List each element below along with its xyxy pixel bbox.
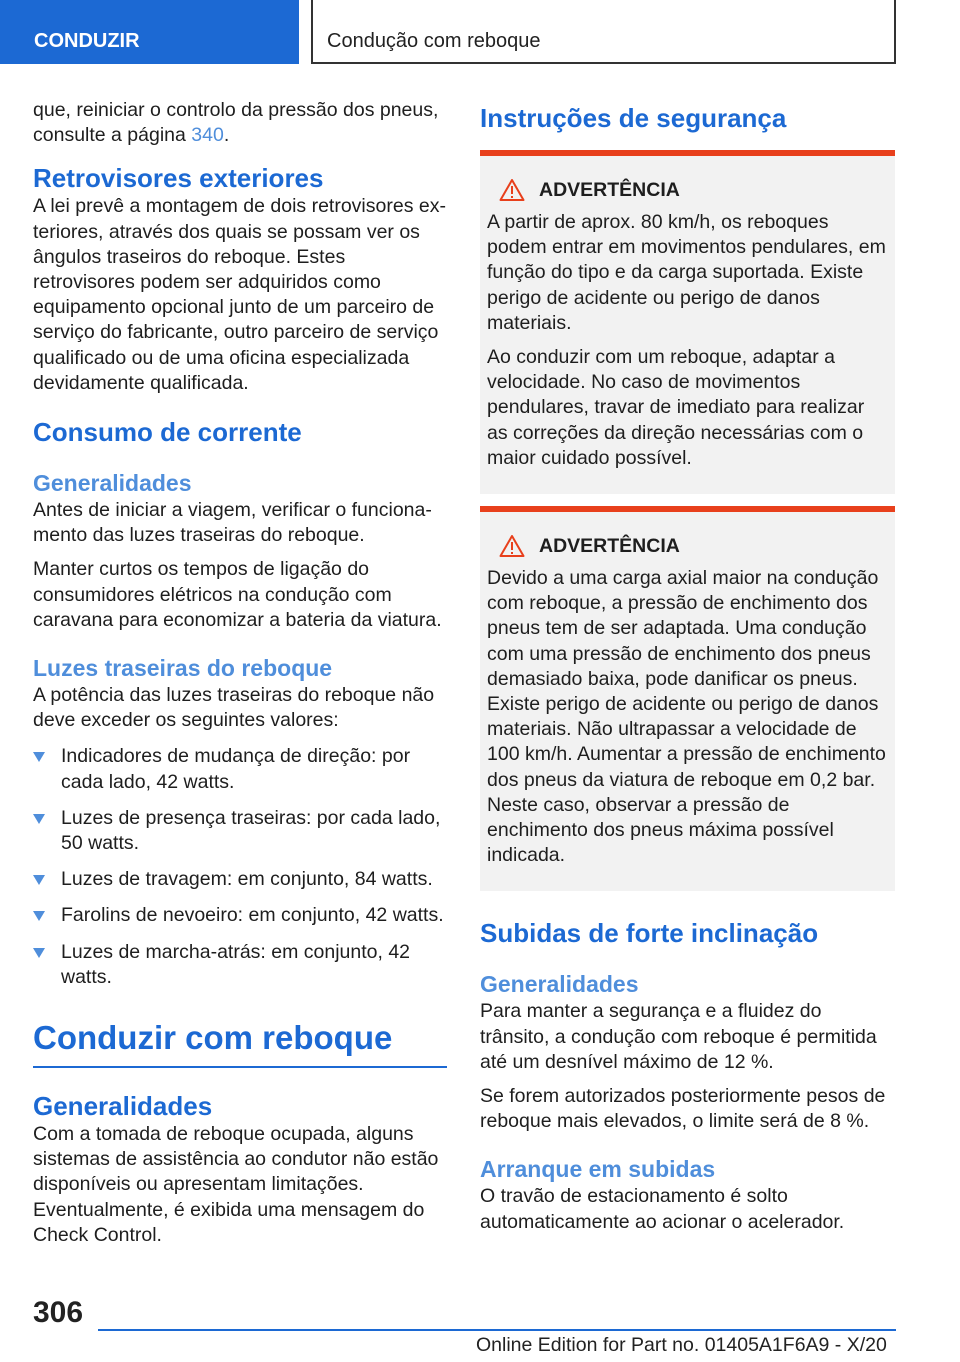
list-item: Indicadores de mudança de direção: por cada lado, 42 watts. [33,744,447,794]
current-heading: Consumo de corrente [33,417,302,448]
warning-label: ADVERTÊNCIA [539,534,680,557]
page-link-340[interactable]: 340 [191,124,224,147]
safety-heading: Instruções de segurança [480,103,787,133]
section-tab: CONDUZIR [0,0,299,64]
slopes-paragraph-1: Para manter a segurança e a fluidez do trânsito, a condução com reboque é permitida até um desnível máximo de 12 %. [480,1000,877,1073]
list-item: Luzes de marcha-atrás: em conjunto, 42 watts. [33,940,447,990]
warning-triangle-icon [499,178,525,202]
bullet-triangle-icon [33,948,45,958]
hill-start-heading: Arranque em subidas [480,1156,716,1183]
towing-heading-block [33,1018,447,1068]
general-paragraph-2: Manter curtos os tempos de ligação do consumidores elétricos na condução com caravana para economizar a bateria da viatura. [33,558,442,631]
general-paragraph-1: Antes de iniciar a viagem, verificar o funcionamento das luzes traseiras do reboque. [33,499,432,547]
left-column [33,98,447,1257]
list-item: Luzes de travagem: em conjunto, 84 watts. [33,867,447,892]
bullet-triangle-icon [33,814,45,824]
warning-triangle-icon [499,534,525,558]
page-number: 306 [33,1296,84,1329]
intro-paragraph: que, reiniciar o controlo da pressão dos pneus, consulte a página 340. [33,99,439,147]
warning1-paragraph-1: A partir de aprox. 80 km/h, os reboques podem entrar em movimentos pendulares, em função do tipo e da carga suportada. Existe perigo de acidente ou perigo de danos materiais. [487,211,886,334]
footer-edition: Online Edition for Part no. 01405A1F6A9 - X/20 [476,1334,887,1356]
towing-general-paragraph: Com a tomada de reboque ocupada, alguns sistemas de assistência ao condutor não estão disponíveis ou apresentam limitações. Eventualmente, é exibida uma mensagem do Check Control. [33,1123,439,1246]
towing-heading: Conduzir com reboque [33,1019,393,1057]
bullet-triangle-icon [33,911,45,921]
warning-header [487,178,887,202]
warning-header [487,534,887,558]
lights-intro: A potência das luzes traseiras do reboque não deve exceder os seguintes valores: [33,684,435,732]
bullet-triangle-icon [33,752,45,762]
hill-start-paragraph: O travão de estacionamento é solto automaticamente ao acionar o acelerador. [480,1185,845,1233]
warning-label: ADVERTÊNCIA [539,178,680,201]
right-column [480,98,895,1244]
bullet-triangle-icon [33,875,45,885]
warning-box-1 [480,150,895,494]
warning2-paragraph: Devido a uma carga axial maior na condução com reboque, a pressão de enchimento dos pneus tem de ser adaptada. Uma condução com uma pressão de enchimento dos pneus demasiado baixa, pode danificar os pneus. Existe perigo de acidente ou perigo de danos materiais. Não ultrapassar a velocidade de 100 km/h. Aumentar a pressão de enchimento dos pneus da viatura de reboque em 0,2 bar. Neste caso, observar a pressão de enchimento dos pneus máxima possível indicada. [487,567,886,867]
towing-general-heading: Generalidades [33,1091,213,1122]
mirrors-paragraph: A lei prevê a montagem de dois retrovisores exteriores, através dos quais se possam ver os ângulos traseiros do reboque. Estes retrovisores podem ser adquiridos como equipamento opcional junto de um parceiro de serviço do fabricante, outro parceiro de serviço qualificado ou de uma oficina especializada devidamente qualificada. [33,195,446,394]
warning-box-2 [480,506,895,891]
list-item: Luzes de presença traseiras: por cada lado, 50 watts. [33,806,447,856]
lights-heading: Luzes traseiras do reboque [33,655,333,682]
slopes-general-heading: Generalidades [480,971,639,998]
mirrors-heading: Retrovisores exteriores [33,163,324,194]
footer-rule [98,1329,896,1331]
general-heading: Generalidades [33,470,192,497]
page-header-title: Condução com reboque [311,0,896,64]
warning1-paragraph-2: Ao conduzir com um reboque, adaptar a velocidade. No caso de movimentos pendulares, travar de imediato para realizar as correções da direção necessárias com o maior cuidado possível. [487,346,865,469]
list-item: Farolins de nevoeiro: em conjunto, 42 watts. [33,903,447,928]
slopes-paragraph-2: Se forem autorizados posteriormente pesos de reboque mais elevados, o limite será de 8 %. [480,1085,886,1133]
lights-list [33,744,447,990]
slopes-heading: Subidas de forte inclinação [480,918,819,949]
